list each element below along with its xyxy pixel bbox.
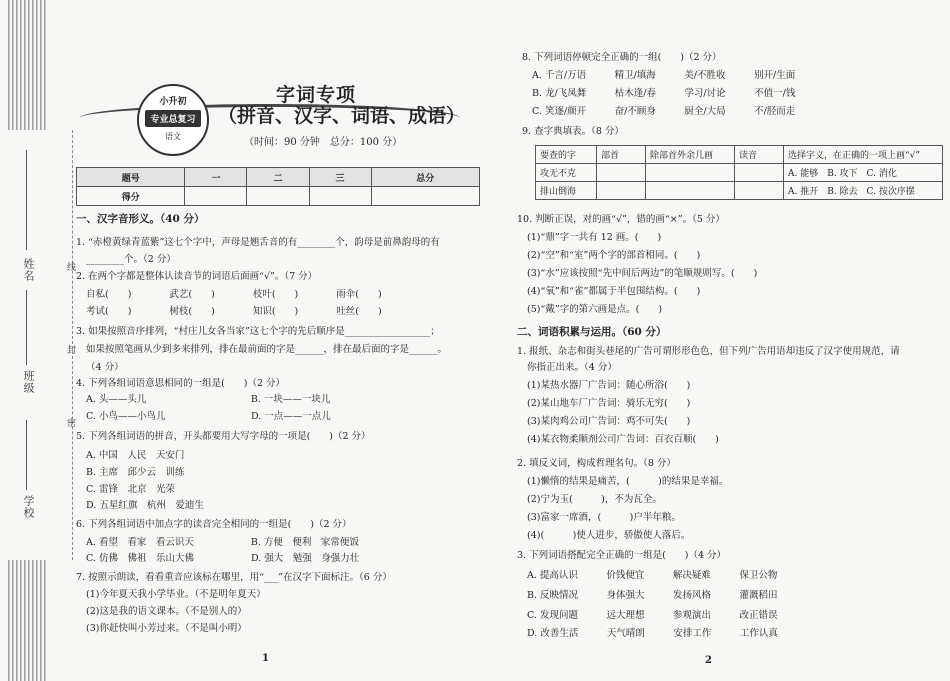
- school-label: 学校: [22, 495, 35, 519]
- question-line: B. 反映情况 身体强大 发扬风格 灌溉稻田: [527, 590, 778, 601]
- question-line: B. 龙/飞凤舞 枯木逢/春 学习/讨论 不值一/钱: [532, 88, 796, 99]
- seal-mark-feng: 封: [65, 345, 75, 355]
- score-cell[interactable]: [309, 187, 371, 206]
- score-header-cell: 总分: [371, 168, 479, 187]
- class-label: 班级: [22, 370, 35, 394]
- question-line: (1)今年夏天我小学毕业。（不是明年夏天）: [86, 589, 266, 600]
- seal-mark-xian: 线: [65, 262, 75, 272]
- question-line: 8. 下列词语停顿完全正确的一组( )（2 分）: [522, 52, 722, 63]
- question-line: (4)某衣物柔顺剂公司广告词：百衣百顺( ): [527, 434, 719, 445]
- question-line: 自私( ) 武艺( ) 枝叶( ) 雨伞( ): [86, 289, 382, 300]
- dict-cell[interactable]: [597, 164, 646, 182]
- question-line: C. 小鸟——小鸟儿 D. 一点——一点儿: [86, 411, 331, 422]
- score-table: [76, 167, 480, 206]
- question-line: 5. 下列各组词语的拼音，开头都要用大写字母的一项是( )（2 分）: [76, 431, 371, 442]
- question-line: (2)某山地车厂广告词：骑乐无穷( ): [527, 398, 691, 409]
- section-heading: 二、词语积累与运用。（60 分）: [517, 326, 667, 338]
- page-number-2: 2: [705, 655, 712, 666]
- question-line: 如果按照笔画从少到多来排列，排在最前面的字是______，排在最后面的字是______。: [86, 344, 448, 355]
- page-number-1: 1: [262, 653, 269, 664]
- question-line: 6. 下列各组词语中加点字的读音完全相同的一组是( )（2 分）: [76, 519, 352, 530]
- score-header-cell: 一: [185, 168, 247, 187]
- question-line: D. 改善生活 天气晴朗 安排工作 工作认真: [527, 628, 778, 639]
- page-title: 字词专项: [276, 84, 357, 106]
- dictionary-table: [535, 145, 943, 200]
- dict-header-cell: 要查的字: [536, 146, 597, 164]
- question-line: (1)懒惰的结果是痛苦，( )的结果是幸福。: [527, 476, 729, 487]
- dict-cell[interactable]: [597, 182, 646, 200]
- question-line: A. 提高认识 价钱便宜 解决疑难 保卫公物: [527, 570, 778, 581]
- question-line: 7. 按照示朗读，看看重音应该标在哪里，用“___”在汉字下面标注。（6 分）: [76, 572, 392, 583]
- question-line: C. 仿佛 佛祖 乐山大佛 D. 强大 勉强 身强力壮: [86, 553, 360, 564]
- page-subtitle: （拼音、汉字、词语、成语）: [218, 105, 466, 127]
- school-field-line: [26, 420, 27, 490]
- dict-cell: 排山倒海: [536, 182, 597, 200]
- question-line: 2. 填反义词，构成哲理名句。（8 分）: [517, 458, 676, 469]
- question-line: (2)宁为玉( )，不为瓦全。: [527, 494, 662, 505]
- score-cell[interactable]: [185, 187, 247, 206]
- question-line: （4 分）: [86, 362, 124, 373]
- badge-top-text: 小升初: [159, 97, 187, 107]
- question-line: A. 头——头儿 B. 一块——一块儿: [86, 394, 331, 405]
- question-line: (2)“空”和“室”两个字的部首相同。( ): [527, 250, 701, 261]
- question-line: (4)( )使人进步，骄傲使人落后。: [527, 530, 691, 541]
- score-cell[interactable]: [247, 187, 309, 206]
- exam-meta: （时间：90 分钟 总分：100 分）: [244, 137, 403, 148]
- right-page: [490, 0, 950, 681]
- question-line: 9. 查字典填表。（8 分）: [522, 126, 624, 137]
- question-line: C. 笑逐/颜开 奋/不顾身 厨全/大局 不/胫而走: [532, 106, 796, 117]
- question-line: (3)你赶快叫小芳过来。（不是叫小明）: [86, 623, 247, 634]
- score-header-cell: 题号: [77, 168, 185, 187]
- dict-cell[interactable]: [735, 164, 784, 182]
- binding-stripe-top: [8, 0, 48, 130]
- question-line: B. 主席 邱少云 训练: [86, 467, 185, 478]
- dict-header-cell: 读音: [735, 146, 784, 164]
- question-line: (1)某热水器厂广告词：随心所浴( ): [527, 380, 691, 391]
- section-heading: 一、汉字音形义。（40 分）: [76, 213, 205, 225]
- badge-mid-text: 专业总复习: [145, 110, 201, 127]
- question-line: A. 中国 人民 天安门: [86, 450, 185, 461]
- question-line: 10. 判断正误，对的画“√”，错的画“×”。（5 分）: [517, 214, 725, 225]
- score-cell[interactable]: [371, 187, 479, 206]
- question-line: (2)这是我的语文课本。（不是别人的）: [86, 606, 247, 617]
- dict-header-cell: 部首: [597, 146, 646, 164]
- dict-cell: A. 能够 B. 攻下 C. 消化: [784, 164, 943, 182]
- dict-header-cell: 除部首外余几画: [646, 146, 735, 164]
- dict-cell[interactable]: [646, 164, 735, 182]
- question-line: 你指正出来。（4 分）: [527, 362, 617, 373]
- question-line: 3. 下列词语搭配完全正确的一组是( )（4 分）: [517, 550, 727, 561]
- dict-header-cell: 选择字义，在正确的一项上画“√”: [784, 146, 943, 164]
- score-row-label: 得分: [77, 187, 185, 206]
- question-line: (3)富家一席酒，( )户半年粮。: [527, 512, 681, 523]
- score-header-cell: 三: [309, 168, 371, 187]
- question-line: 1. “赤橙黄绿青蓝紫”这七个字中，声母是翘舌音的有________个，韵母是前鼻韵母的有: [76, 237, 440, 248]
- question-line: 4. 下列各组词语意思相同的一组是( )（2 分）: [76, 378, 286, 389]
- name-label: 姓名: [22, 258, 35, 282]
- question-line: 考试( ) 树枝( ) 知识( ) 吐丝( ): [86, 306, 382, 317]
- question-line: ________个。（2 分）: [86, 254, 176, 265]
- question-line: A. 看望 看家 看云识天 B. 方便 便利 家常便饭: [86, 537, 359, 548]
- question-line: C. 雷锋 北京 光荣: [86, 484, 175, 495]
- badge-bottom-text: 语文: [165, 132, 181, 141]
- question-line: 1. 报纸、杂志和街头巷尾的广告可谓形形色色，但下列广告用语却违反了汉字使用规范，请: [517, 346, 900, 357]
- dict-cell[interactable]: [735, 182, 784, 200]
- dict-cell: 攻无不克: [536, 164, 597, 182]
- dict-cell[interactable]: [646, 182, 735, 200]
- name-field-line: [26, 150, 27, 250]
- question-line: D. 五星红旗 杭州 爱迪生: [86, 500, 204, 511]
- binding-stripe-bottom: [8, 560, 48, 681]
- question-line: A. 千言/万语 精卫/填海 美/不胜收 别开/生面: [532, 70, 796, 81]
- question-line: 3. 如果按照音序排列，“村庄儿女各当家”这七个字的先后顺序是__________________；: [76, 326, 440, 337]
- class-field-line: [26, 290, 27, 365]
- dict-cell: A. 推开 B. 除去 C. 按次序摆: [784, 182, 943, 200]
- question-line: (3)某肉鸡公司广告词：鸡不可失( ): [527, 416, 691, 427]
- question-line: 2. 在两个字都是整体认读音节的词语后面画“√”。（7 分）: [76, 271, 318, 282]
- question-line: (5)“戴”字的第六画是点。( ): [527, 304, 663, 315]
- question-line: (4)“氧”和“雀”都属于半包围结构。( ): [527, 286, 701, 297]
- seal-mark-mi: 密: [65, 418, 75, 428]
- score-header-cell: 二: [247, 168, 309, 187]
- question-line: (1)“鼎”字一共有 12 画。( ): [527, 232, 662, 243]
- question-line: (3)“水”应该按照“先中间后两边”的笔顺规则写。( ): [527, 268, 758, 279]
- series-badge: [137, 84, 209, 156]
- question-line: C. 发现问题 远大理想 参观演出 改正错误: [527, 610, 778, 621]
